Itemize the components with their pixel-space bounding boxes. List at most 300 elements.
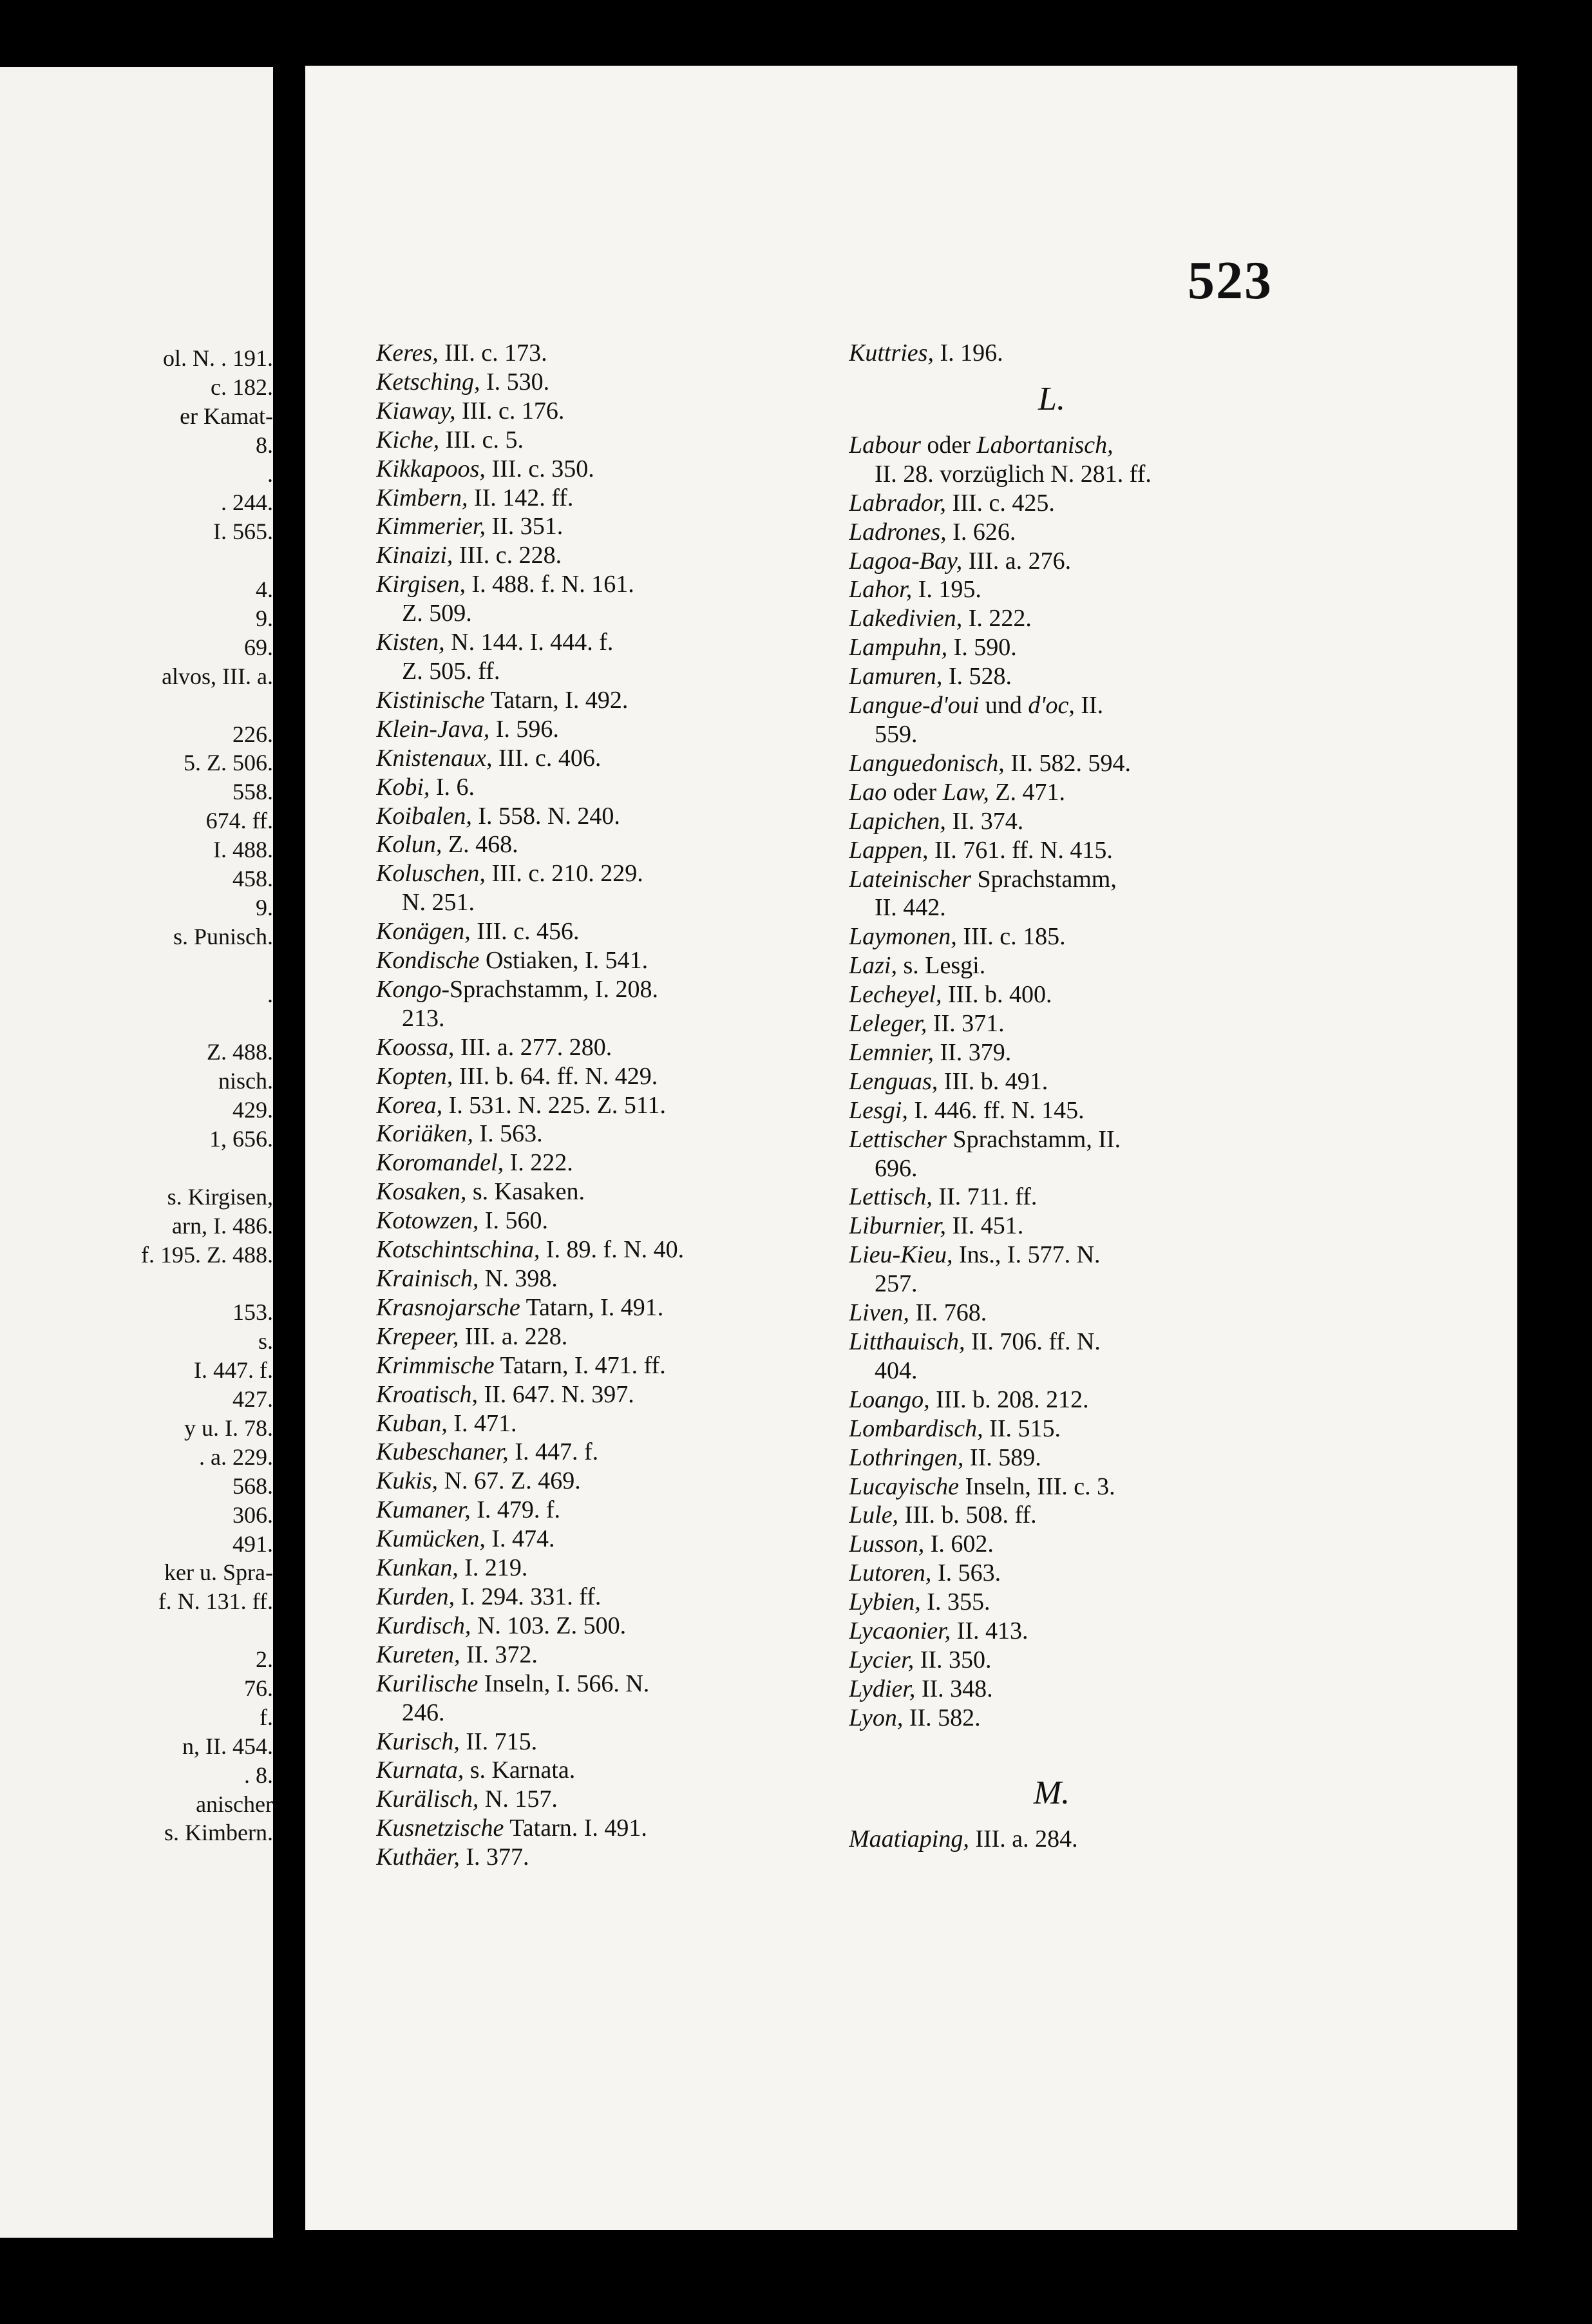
right-index-entry [849,1501,1300,1530]
previous-page-line: 558. [232,779,273,805]
previous-page-line: s. Kimbern. [164,1820,273,1846]
index-reference: I. 563. [931,1559,1001,1587]
index-reference: III. a. 276. [962,547,1072,575]
previous-page-line: I. 565. [213,519,273,545]
previous-page-line: y u. I. 78. [184,1414,273,1441]
index-reference: I. 471. [447,1409,517,1437]
index-term: Kopten, [376,1062,453,1090]
right-index-entry [849,604,1300,633]
left-index-entry [376,773,827,802]
index-term: Kurilische [376,1670,479,1697]
right-index-entry [849,575,1300,604]
left-index-entry [376,628,827,657]
index-reference: Tatarn, I. 471. ff. [494,1351,666,1379]
left-index-entry [376,975,827,1004]
left-index-entry [376,802,827,831]
left-index-entry [376,657,827,686]
index-reference: II. 442. [875,894,946,922]
left-index-entry [376,1554,827,1583]
right-index-entry [849,951,1300,980]
index-reference: III. a. 228. [459,1322,568,1350]
previous-page-line [28,951,273,980]
index-reference: III. c. 173. [438,339,547,367]
left-index-entry [376,484,827,513]
left-index-entry [376,1467,827,1496]
index-term: Langue-d'oui [849,692,980,719]
index-reference: III. c. 350. [485,455,594,482]
left-index-entry [376,1814,827,1843]
left-index-entry [376,541,827,570]
index-term: Languedonisch, [849,749,1005,777]
right-index-entry [849,778,1300,807]
left-index-entry [376,1496,827,1525]
previous-page-line: . a. 229. [199,1443,273,1470]
index-reference: Ins., I. 577. N. [952,1241,1101,1269]
left-index-entry [376,1670,827,1699]
index-term: Lakedivien, [849,605,963,633]
index-reference: II. 374. [945,807,1024,835]
index-term: Lusson, [849,1530,925,1558]
left-index-entry [376,512,827,541]
index-reference: I. 488. f. N. 161. [466,571,634,598]
left-index-entry [376,570,827,599]
index-reference: II. [1074,692,1104,719]
left-index-entry [376,946,827,975]
index-term: Ketsching, [376,368,480,395]
index-reference: I. 596. [489,715,559,743]
index-reference: II. 768. [909,1299,987,1327]
index-reference: III. c. 176. [455,397,565,424]
index-term: Kinaizi, [376,542,453,569]
right-index-entry [849,489,1300,518]
left-index-entry [376,1177,827,1206]
right-index-entry [849,1646,1300,1675]
index-term: Lettisch, [849,1183,933,1211]
previous-page-line: ker u. Spra- [164,1559,273,1586]
previous-page-line [28,1009,273,1038]
left-index-entry [376,1583,827,1612]
index-term: Lagoa-Bay, [849,547,963,575]
index-reference: I. 219. [458,1554,528,1582]
index-reference: Tatarn, I. 492. [484,686,629,714]
left-index-entry [376,1785,827,1814]
left-index-entry [376,1091,827,1120]
index-term: Lombardisch, [849,1414,983,1442]
index-reference: I. 89. f. N. 40. [540,1236,685,1264]
left-index-entry [376,917,827,946]
index-term: Krasnojarsche [376,1293,520,1321]
previous-page-line: ol. N. . 191. [163,345,273,371]
index-reference: s. Karnata. [464,1757,576,1784]
left-index-entry [376,1033,827,1062]
section-heading-m: M. [1033,1774,1070,1811]
index-reference: oder [920,431,977,459]
right-index-entry [849,662,1300,691]
index-term: Leleger, [849,1010,927,1038]
index-term: Korea, [376,1091,443,1119]
left-index-entry [376,1235,827,1264]
index-term: Lenguas, [849,1067,938,1095]
right-top-entries [849,339,1300,368]
index-term: Koossa, [376,1033,455,1061]
previous-page-line: f. N. 131. ff. [158,1588,273,1615]
index-term: Krepeer, [376,1322,459,1350]
index-reference: 257. [875,1270,918,1298]
index-reference: II. 711. ff. [932,1183,1038,1211]
previous-page-line: . 8. [244,1762,273,1788]
index-reference: oder [887,778,943,806]
index-reference: Inseln, I. 566. N. [478,1670,650,1697]
index-reference: II. 761. ff. N. 415. [928,836,1113,864]
index-reference: I. 196. [933,339,1003,367]
right-index-entry [849,1704,1300,1733]
index-term: Litthauisch, [849,1328,965,1355]
right-index-entry [849,720,1300,749]
index-term: Ladrones, [849,518,947,546]
index-term: Law, [942,778,989,806]
index-term: Kureten, [376,1641,460,1668]
right-l-entries [849,431,1300,1733]
index-reference: I. 377. [459,1843,529,1871]
index-term: Liven, [849,1299,909,1327]
left-index-entry [376,455,827,484]
index-term: Kuthäer, [376,1843,460,1871]
previous-page-line: . [267,981,273,1007]
index-reference: I. 558. N. 240. [471,802,620,830]
index-term: Lettischer [849,1125,947,1153]
right-index-entry [849,749,1300,778]
index-term: Kistinische [376,686,485,714]
index-reference: II. 451. [945,1212,1024,1240]
index-term: Lateinischer [849,865,971,893]
previous-page-line: 5. Z. 506. [184,750,273,776]
index-term: Klein-Java, [376,715,490,743]
index-reference: Sprachstamm, [971,865,1117,893]
index-term: Kosaken, [376,1178,467,1206]
index-reference: Ostiaken, I. 541. [479,947,649,975]
index-reference: II. 350. [914,1646,992,1673]
index-reference: I. 602. [924,1530,994,1558]
index-reference: II. 715. [459,1728,538,1755]
right-index-entry [849,1588,1300,1617]
index-reference: III. c. 228. [453,542,562,569]
section-heading-l: L. [1038,380,1065,417]
index-reference: II. 589. [963,1443,1041,1471]
left-index-entry [376,830,827,859]
index-term: Lycier, [849,1646,914,1673]
right-index-entry [849,1675,1300,1704]
index-reference: Z. 505. ff. [402,657,500,685]
index-reference: N. 67. Z. 469. [438,1467,581,1495]
index-reference: 404. [875,1357,918,1384]
index-term: Kukis, [376,1467,439,1495]
page-number: 523 [1188,251,1273,310]
index-term: Liburnier, [849,1212,946,1240]
index-term: Kunkan, [376,1554,459,1582]
index-reference: Z. 509. [402,600,472,627]
index-term: Lapichen, [849,807,946,835]
left-index-entry [376,1264,827,1293]
right-index-entry [849,1009,1300,1038]
index-term: Lampuhn, [849,634,948,662]
previous-page-line: arn, I. 486. [172,1212,273,1239]
index-reference: s. Lesgi. [896,952,986,980]
index-reference: Z. 471. [989,778,1066,806]
index-reference: N. 144. I. 444. f. [444,629,614,656]
left-index-entry [376,1438,827,1467]
index-reference: III. b. 64. ff. N. 429. [453,1062,658,1090]
right-index-entry [849,1559,1300,1588]
left-index-entry [376,1351,827,1380]
index-reference: 696. [875,1154,918,1182]
previous-page-line: 226. [232,721,273,747]
index-reference: II. 706. ff. N. [965,1328,1101,1355]
index-reference: II. 413. [951,1617,1028,1645]
index-reference: II. 647. N. 397. [478,1380,634,1408]
previous-page-line: er Kamat- [180,403,273,429]
previous-page-line: alvos, III. a. [162,663,273,689]
right-index-entry [849,1270,1300,1299]
index-reference: I. 563. [473,1120,543,1148]
index-reference: I. 590. [947,634,1017,662]
index-reference: II. 348. [915,1675,993,1702]
right-index-entry [849,1357,1300,1386]
index-term: Koromandel, [376,1149,504,1177]
left-index-entry [376,1756,827,1785]
right-index-entry [849,1328,1300,1357]
previous-page-line: 1, 656. [209,1126,273,1152]
previous-page-line: . [267,461,273,487]
left-index-entry [376,1062,827,1091]
index-term: Kongo [376,975,442,1003]
index-term: Lycaonier, [849,1617,951,1645]
previous-page-line: n, II. 454. [182,1733,273,1759]
index-reference: N. 398. [479,1265,558,1292]
index-reference: I. 222. [962,605,1032,633]
index-reference: III. b. 208. 212. [929,1386,1089,1413]
right-index-entry [849,1183,1300,1212]
index-term: Kimbern, [376,484,468,511]
index-term: Kurdisch, [376,1612,471,1639]
index-reference: -Sprachstamm, I. 208. [441,975,659,1003]
index-term: Knistenaux, [376,744,493,772]
left-index-entry [376,368,827,397]
index-reference: I. 222. [504,1149,573,1177]
index-term: Keres, [376,339,439,367]
index-term: Koluschen, [376,860,486,888]
index-term: Labour [849,431,921,459]
left-index-entry [376,686,827,715]
index-term: Lamuren, [849,663,943,691]
left-index-entry [376,1641,827,1670]
right-index-entry [849,431,1300,460]
index-term: Labortanisch, [976,431,1113,459]
index-term: d'oc, [1028,692,1075,719]
right-index-entry [849,1414,1300,1443]
index-reference: Inseln, III. c. 3. [958,1472,1115,1500]
index-reference: III. c. 210. 229. [485,860,643,888]
index-reference: N. 103. Z. 500. [471,1612,627,1639]
index-term: Lothringen, [849,1443,964,1471]
previous-page-line: 76. [244,1675,273,1701]
right-index-entry [849,1038,1300,1067]
left-index-entry [376,1699,827,1728]
index-term: Koibalen, [376,802,472,830]
index-term: Koriäken, [376,1120,473,1148]
previous-page-line: 153. [232,1299,273,1326]
right-index-entry [849,339,1300,368]
right-index-entry [849,518,1300,547]
previous-page-line: I. 488. [213,837,273,863]
index-term: Lule, [849,1501,899,1529]
index-term: Lappen, [849,836,929,864]
right-index-entry [849,1212,1300,1241]
index-reference: III. c. 456. [470,918,580,946]
right-index-entry [849,1096,1300,1125]
right-index-entry [849,836,1300,865]
index-term: Kuttries, [849,339,934,367]
previous-page-line: 306. [232,1501,273,1528]
index-reference: III. b. 491. [938,1067,1048,1095]
index-term: Konägen, [376,918,471,946]
index-reference: III. c. 406. [492,744,602,772]
index-reference: I. 355. [920,1588,990,1616]
previous-page-line: 8. [256,432,273,458]
index-term: Kotowzen, [376,1207,479,1235]
index-term: Kiche, [376,426,440,453]
left-index-entry [376,1206,827,1235]
right-index-entry [849,893,1300,922]
index-term: Kurnata, [376,1757,464,1784]
index-term: Kotschintschina, [376,1236,540,1264]
previous-page-line: 491. [232,1530,273,1557]
index-term: Lybien, [849,1588,921,1616]
index-term: Lecheyel, [849,981,942,1009]
right-index-entry [849,1125,1300,1154]
index-term: Maatiaping, [849,1825,969,1853]
index-reference: Sprachstamm, II. [946,1125,1121,1153]
index-reference: II. 582. 594. [1004,749,1132,777]
previous-page-line: 2. [256,1646,273,1673]
right-index-entry [849,691,1300,720]
index-reference: I. 447. f. [508,1438,599,1466]
previous-page-line: 4. [256,576,273,603]
right-index-entry [849,1154,1300,1183]
index-reference: N. 251. [402,889,475,917]
previous-page-line: nisch. [218,1068,273,1094]
left-index-entry [376,1409,827,1438]
index-term: Loango, [849,1386,930,1413]
index-reference: II. 371. [927,1010,1005,1038]
index-reference: I. 531. N. 225. Z. 511. [442,1091,666,1119]
index-term: Kroatisch, [376,1380,478,1408]
left-index-entry [376,744,827,773]
index-reference: I. 528. [942,663,1012,691]
previous-page-line: s. Punisch. [173,923,273,949]
right-index-entry [849,865,1300,894]
right-index-entry [849,1386,1300,1414]
left-index-entry [376,715,827,744]
previous-page-line: 674. ff. [205,808,273,834]
book-page [305,66,1517,2230]
index-reference: II. 142. ff. [468,484,574,511]
index-term: Kiaway, [376,397,456,424]
right-index-entry [849,807,1300,836]
index-reference: III. a. 277. 280. [454,1033,612,1061]
right-index-entry [849,1241,1300,1270]
index-term: Kumaner, [376,1496,471,1524]
left-index-entry [376,888,827,917]
index-term: Lemnier, [849,1038,934,1066]
index-reference: 246. [402,1699,445,1726]
index-term: Kisten, [376,629,445,656]
left-index-entry [376,1004,827,1033]
previous-page-line: . 244. [221,490,273,516]
left-index-entry [376,1380,827,1409]
index-reference: I. 560. [479,1207,549,1235]
previous-page-line: 458. [232,866,273,892]
left-index-entry [376,1322,827,1351]
right-index-entry [849,460,1300,489]
left-index-entry [376,1612,827,1641]
index-reference: II. 515. [983,1414,1061,1442]
right-m-entries [849,1825,1300,1854]
index-term: Lucayische [849,1472,959,1500]
index-term: Kondische [376,947,480,975]
right-index-entry [849,633,1300,662]
previous-page-line: c. 182. [211,374,273,400]
left-index-entry [376,426,827,455]
index-reference: II. 28. vorzüglich N. 281. ff. [875,460,1151,488]
right-index-entry [849,1299,1300,1328]
left-index-entry [376,859,827,888]
index-term: Lyon, [849,1704,904,1731]
previous-page-line [28,1616,273,1645]
left-index-entry [376,1843,827,1872]
right-index-entry [849,1472,1300,1501]
index-reference: Z. 468. [442,831,518,859]
previous-page-line: I. 447. f. [194,1357,273,1384]
previous-page-line [28,1154,273,1183]
index-term: Labrador, [849,489,946,517]
previous-page-line: 9. [256,894,273,920]
previous-page-line [28,691,273,720]
index-term: Kikkapoos, [376,455,486,482]
index-reference: I. 626. [946,518,1016,546]
index-reference: II. 351. [485,513,564,540]
index-reference: II. 582. [903,1704,981,1731]
previous-page-line: Z. 488. [207,1039,273,1065]
index-term: Kurden, [376,1583,455,1610]
left-index-entry [376,1119,827,1148]
index-reference: Tatarn. I. 491. [504,1814,647,1842]
index-reference: III. c. 425. [946,489,1055,517]
left-index-entry [376,1148,827,1177]
previous-page-fragment [0,67,273,2238]
index-reference: 213. [402,1004,445,1032]
previous-page-line [28,1270,273,1299]
index-column-right [849,339,1300,1853]
index-term: Kobi, [376,773,430,801]
index-term: Lesgi, [849,1096,908,1124]
index-term: Kuban, [376,1409,448,1437]
index-reference: s. Kasaken. [466,1178,585,1206]
previous-page-line: anischer [196,1791,273,1817]
previous-page-line: s. Kirgisen, [167,1183,273,1210]
index-reference: Tatarn, I. 491. [520,1293,664,1321]
left-index-entry [376,1293,827,1322]
index-reference: I. 474. [485,1525,555,1553]
